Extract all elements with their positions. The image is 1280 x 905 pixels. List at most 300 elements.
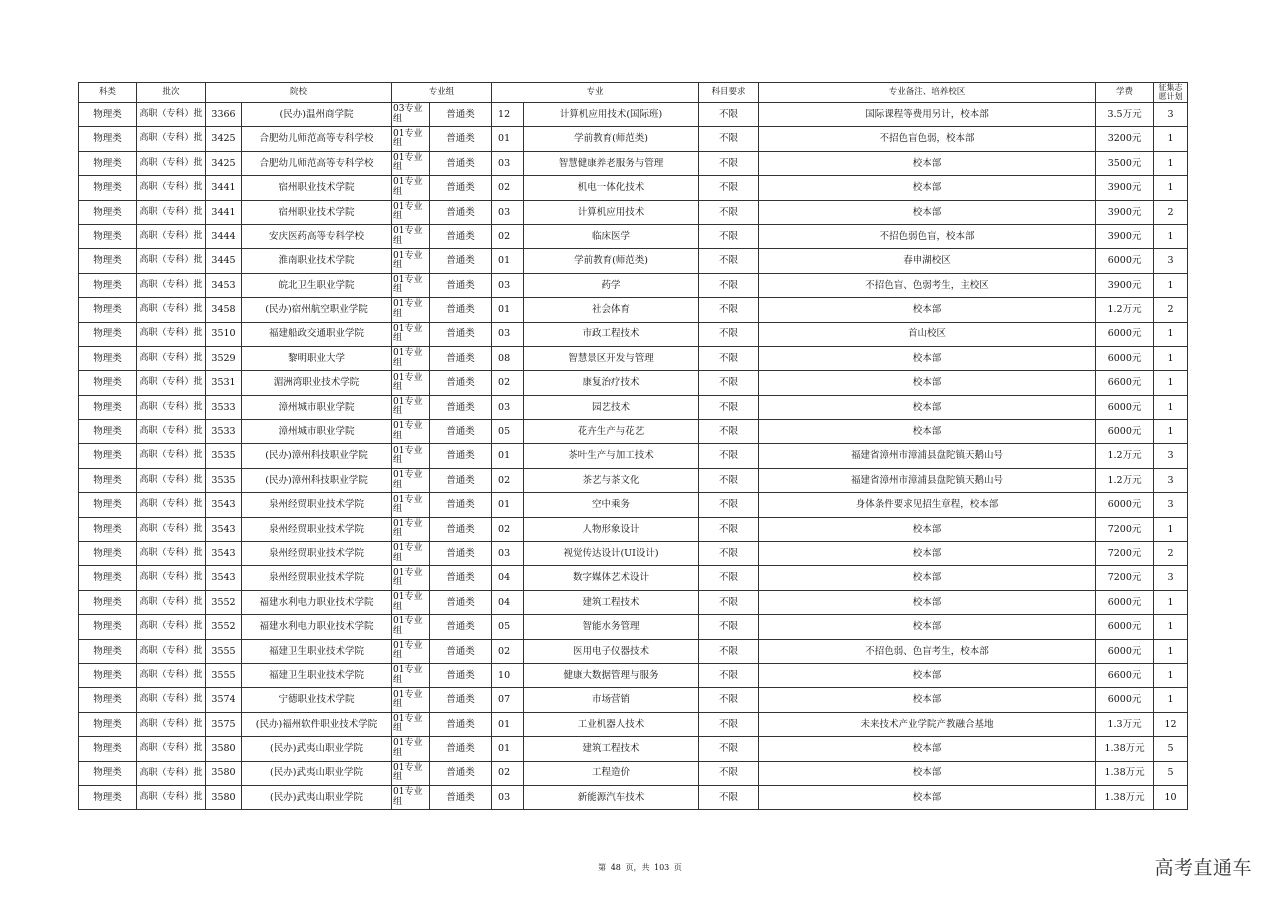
cell-requirement: 不限 xyxy=(699,468,759,492)
cell-major-name: 建筑工程技术 xyxy=(524,737,699,761)
table-row xyxy=(79,712,1188,736)
cell-school-code: 3445 xyxy=(206,249,242,273)
cell-notes: 未来技术产业学院产教融合基地 xyxy=(759,712,1096,736)
cell-school-code: 3543 xyxy=(206,566,242,590)
cell-school-code: 3441 xyxy=(206,200,242,224)
cell-major-code: 02 xyxy=(492,517,524,541)
cell-major-code: 03 xyxy=(492,151,524,175)
cell-batch: 高职（专科）批 xyxy=(137,542,206,566)
cell-requirement: 不限 xyxy=(699,493,759,517)
cell-tuition: 1.2万元 xyxy=(1096,444,1154,468)
cell-group-code: 01专业组 xyxy=(392,176,430,200)
cell-tuition: 1.2万元 xyxy=(1096,298,1154,322)
cell-subject: 物理类 xyxy=(79,346,137,370)
cell-group-code: 01专业组 xyxy=(392,517,430,541)
cell-notes: 校本部 xyxy=(759,615,1096,639)
cell-notes: 校本部 xyxy=(759,542,1096,566)
cell-tuition: 7200元 xyxy=(1096,542,1154,566)
header-requirement: 科目要求 xyxy=(699,83,759,103)
cell-school-code: 3543 xyxy=(206,517,242,541)
cell-school-name: (民办)温州商学院 xyxy=(242,103,392,127)
table-row xyxy=(79,127,1188,151)
header-subject: 科类 xyxy=(79,83,137,103)
cell-requirement: 不限 xyxy=(699,273,759,297)
cell-notes: 校本部 xyxy=(759,688,1096,712)
cell-notes: 校本部 xyxy=(759,590,1096,614)
cell-plan: 1 xyxy=(1154,273,1188,297)
cell-major-name: 健康大数据管理与服务 xyxy=(524,663,699,687)
cell-notes: 福建省漳州市漳浦县盘陀镇天鹅山号 xyxy=(759,444,1096,468)
cell-requirement: 不限 xyxy=(699,712,759,736)
cell-plan: 1 xyxy=(1154,639,1188,663)
cell-notes: 校本部 xyxy=(759,663,1096,687)
cell-batch: 高职（专科）批 xyxy=(137,103,206,127)
cell-major-code: 04 xyxy=(492,566,524,590)
cell-major-code: 03 xyxy=(492,273,524,297)
table-body xyxy=(79,103,1188,810)
cell-major-name: 建筑工程技术 xyxy=(524,590,699,614)
cell-subject: 物理类 xyxy=(79,127,137,151)
cell-plan: 1 xyxy=(1154,615,1188,639)
table-row xyxy=(79,639,1188,663)
cell-group-type: 普通类 xyxy=(430,639,492,663)
cell-subject: 物理类 xyxy=(79,639,137,663)
cell-tuition: 3900元 xyxy=(1096,224,1154,248)
footer-total-pages: 103 xyxy=(654,863,670,872)
cell-major-code: 05 xyxy=(492,420,524,444)
header-plan: 征集志愿计划 xyxy=(1154,83,1188,103)
table-row xyxy=(79,590,1188,614)
header-tuition: 学费 xyxy=(1096,83,1154,103)
cell-major-code: 07 xyxy=(492,688,524,712)
cell-school-name: (民办)漳州科技职业学院 xyxy=(242,444,392,468)
cell-batch: 高职（专科）批 xyxy=(137,371,206,395)
cell-school-code: 3535 xyxy=(206,468,242,492)
cell-subject: 物理类 xyxy=(79,663,137,687)
cell-requirement: 不限 xyxy=(699,639,759,663)
cell-plan: 1 xyxy=(1154,517,1188,541)
cell-group-type: 普通类 xyxy=(430,127,492,151)
footer-prefix: 第 xyxy=(598,863,607,872)
cell-major-code: 12 xyxy=(492,103,524,127)
cell-plan: 10 xyxy=(1154,785,1188,809)
cell-major-name: 智能水务管理 xyxy=(524,615,699,639)
cell-school-code: 3552 xyxy=(206,615,242,639)
cell-requirement: 不限 xyxy=(699,200,759,224)
cell-batch: 高职（专科）批 xyxy=(137,468,206,492)
cell-requirement: 不限 xyxy=(699,590,759,614)
table-row xyxy=(79,761,1188,785)
cell-school-code: 3543 xyxy=(206,542,242,566)
cell-major-code: 03 xyxy=(492,542,524,566)
cell-tuition: 6000元 xyxy=(1096,493,1154,517)
cell-school-name: (民办)漳州科技职业学院 xyxy=(242,468,392,492)
page-footer xyxy=(0,862,1280,873)
cell-major-name: 学前教育(师范类) xyxy=(524,127,699,151)
cell-requirement: 不限 xyxy=(699,517,759,541)
cell-batch: 高职（专科）批 xyxy=(137,420,206,444)
cell-batch: 高职（专科）批 xyxy=(137,566,206,590)
header-school: 院校 xyxy=(206,83,392,103)
cell-batch: 高职（专科）批 xyxy=(137,298,206,322)
cell-major-name: 康复治疗技术 xyxy=(524,371,699,395)
cell-major-code: 02 xyxy=(492,224,524,248)
header-group: 专业组 xyxy=(392,83,492,103)
cell-notes: 校本部 xyxy=(759,151,1096,175)
cell-tuition: 7200元 xyxy=(1096,566,1154,590)
cell-plan: 2 xyxy=(1154,298,1188,322)
cell-notes: 不招色弱色盲，校本部 xyxy=(759,224,1096,248)
cell-notes: 校本部 xyxy=(759,785,1096,809)
cell-group-type: 普通类 xyxy=(430,224,492,248)
cell-batch: 高职（专科）批 xyxy=(137,712,206,736)
cell-tuition: 3200元 xyxy=(1096,127,1154,151)
cell-group-type: 普通类 xyxy=(430,273,492,297)
cell-school-code: 3453 xyxy=(206,273,242,297)
cell-subject: 物理类 xyxy=(79,590,137,614)
cell-group-code: 01专业组 xyxy=(392,761,430,785)
cell-plan: 12 xyxy=(1154,712,1188,736)
cell-school-name: 福建水利电力职业技术学院 xyxy=(242,615,392,639)
cell-school-code: 3425 xyxy=(206,127,242,151)
cell-major-code: 08 xyxy=(492,346,524,370)
cell-group-code: 01专业组 xyxy=(392,346,430,370)
cell-school-code: 3555 xyxy=(206,663,242,687)
table-row xyxy=(79,322,1188,346)
cell-requirement: 不限 xyxy=(699,737,759,761)
cell-group-code: 01专业组 xyxy=(392,688,430,712)
cell-school-name: (民办)武夷山职业学院 xyxy=(242,761,392,785)
cell-school-code: 3533 xyxy=(206,420,242,444)
cell-school-code: 3366 xyxy=(206,103,242,127)
cell-major-name: 药学 xyxy=(524,273,699,297)
cell-subject: 物理类 xyxy=(79,371,137,395)
cell-tuition: 1.38万元 xyxy=(1096,737,1154,761)
cell-subject: 物理类 xyxy=(79,395,137,419)
cell-school-code: 3444 xyxy=(206,224,242,248)
cell-plan: 3 xyxy=(1154,566,1188,590)
cell-requirement: 不限 xyxy=(699,346,759,370)
cell-subject: 物理类 xyxy=(79,566,137,590)
cell-major-name: 茶艺与茶文化 xyxy=(524,468,699,492)
cell-group-type: 普通类 xyxy=(430,761,492,785)
cell-major-name: 医用电子仪器技术 xyxy=(524,639,699,663)
cell-group-type: 普通类 xyxy=(430,103,492,127)
cell-school-name: 泉州经贸职业技术学院 xyxy=(242,493,392,517)
cell-school-code: 3510 xyxy=(206,322,242,346)
cell-tuition: 3900元 xyxy=(1096,200,1154,224)
cell-plan: 1 xyxy=(1154,151,1188,175)
cell-school-code: 3535 xyxy=(206,444,242,468)
cell-subject: 物理类 xyxy=(79,468,137,492)
cell-school-name: 福建船政交通职业学院 xyxy=(242,322,392,346)
cell-major-name: 工程造价 xyxy=(524,761,699,785)
cell-school-name: 漳州城市职业学院 xyxy=(242,395,392,419)
cell-major-code: 01 xyxy=(492,127,524,151)
cell-notes: 不招色弱、色盲考生，校本部 xyxy=(759,639,1096,663)
cell-batch: 高职（专科）批 xyxy=(137,395,206,419)
cell-group-code: 01专业组 xyxy=(392,737,430,761)
cell-notes: 校本部 xyxy=(759,346,1096,370)
cell-group-type: 普通类 xyxy=(430,346,492,370)
cell-major-code: 01 xyxy=(492,298,524,322)
cell-group-code: 01专业组 xyxy=(392,493,430,517)
cell-group-code: 01专业组 xyxy=(392,590,430,614)
cell-tuition: 1.3万元 xyxy=(1096,712,1154,736)
cell-group-code: 01专业组 xyxy=(392,249,430,273)
cell-notes: 校本部 xyxy=(759,420,1096,444)
cell-school-code: 3425 xyxy=(206,151,242,175)
cell-school-code: 3543 xyxy=(206,493,242,517)
cell-school-name: 漳州城市职业学院 xyxy=(242,420,392,444)
cell-subject: 物理类 xyxy=(79,517,137,541)
cell-group-code: 01专业组 xyxy=(392,444,430,468)
cell-subject: 物理类 xyxy=(79,103,137,127)
cell-plan: 1 xyxy=(1154,127,1188,151)
table-row xyxy=(79,517,1188,541)
cell-major-code: 02 xyxy=(492,761,524,785)
cell-requirement: 不限 xyxy=(699,249,759,273)
cell-school-code: 3574 xyxy=(206,688,242,712)
cell-subject: 物理类 xyxy=(79,785,137,809)
cell-school-code: 3575 xyxy=(206,712,242,736)
cell-tuition: 6000元 xyxy=(1096,639,1154,663)
cell-tuition: 6000元 xyxy=(1096,322,1154,346)
cell-school-name: 宿州职业技术学院 xyxy=(242,200,392,224)
cell-school-name: 湄洲湾职业技术学院 xyxy=(242,371,392,395)
cell-batch: 高职（专科）批 xyxy=(137,615,206,639)
cell-tuition: 3900元 xyxy=(1096,176,1154,200)
cell-tuition: 3500元 xyxy=(1096,151,1154,175)
cell-major-name: 新能源汽车技术 xyxy=(524,785,699,809)
cell-plan: 2 xyxy=(1154,200,1188,224)
cell-school-code: 3458 xyxy=(206,298,242,322)
cell-notes: 福建省漳州市漳浦县盘陀镇天鹅山号 xyxy=(759,468,1096,492)
cell-plan: 2 xyxy=(1154,542,1188,566)
cell-batch: 高职（专科）批 xyxy=(137,639,206,663)
cell-group-code: 01专业组 xyxy=(392,127,430,151)
cell-group-type: 普通类 xyxy=(430,200,492,224)
cell-batch: 高职（专科）批 xyxy=(137,590,206,614)
cell-requirement: 不限 xyxy=(699,761,759,785)
cell-major-name: 智慧健康养老服务与管理 xyxy=(524,151,699,175)
cell-batch: 高职（专科）批 xyxy=(137,346,206,370)
cell-major-name: 数字媒体艺术设计 xyxy=(524,566,699,590)
cell-plan: 3 xyxy=(1154,103,1188,127)
cell-school-name: (民办)武夷山职业学院 xyxy=(242,785,392,809)
cell-school-name: 淮南职业技术学院 xyxy=(242,249,392,273)
cell-group-code: 01专业组 xyxy=(392,712,430,736)
cell-major-code: 03 xyxy=(492,200,524,224)
cell-tuition: 3900元 xyxy=(1096,273,1154,297)
cell-requirement: 不限 xyxy=(699,151,759,175)
table-row xyxy=(79,785,1188,809)
cell-major-name: 工业机器人技术 xyxy=(524,712,699,736)
cell-requirement: 不限 xyxy=(699,542,759,566)
cell-plan: 1 xyxy=(1154,322,1188,346)
cell-notes: 春申湖校区 xyxy=(759,249,1096,273)
cell-requirement: 不限 xyxy=(699,566,759,590)
cell-school-code: 3529 xyxy=(206,346,242,370)
cell-major-code: 03 xyxy=(492,322,524,346)
cell-batch: 高职（专科）批 xyxy=(137,322,206,346)
cell-group-code: 01专业组 xyxy=(392,224,430,248)
cell-major-code: 01 xyxy=(492,737,524,761)
cell-requirement: 不限 xyxy=(699,420,759,444)
cell-group-code: 01专业组 xyxy=(392,420,430,444)
cell-major-code: 01 xyxy=(492,444,524,468)
header-notes: 专业备注、培养校区 xyxy=(759,83,1096,103)
cell-major-name: 园艺技术 xyxy=(524,395,699,419)
cell-major-name: 机电一体化技术 xyxy=(524,176,699,200)
cell-plan: 1 xyxy=(1154,420,1188,444)
cell-group-type: 普通类 xyxy=(430,615,492,639)
cell-group-code: 01专业组 xyxy=(392,151,430,175)
cell-notes: 身体条件要求见招生章程，校本部 xyxy=(759,493,1096,517)
cell-plan: 3 xyxy=(1154,468,1188,492)
cell-subject: 物理类 xyxy=(79,420,137,444)
cell-plan: 1 xyxy=(1154,590,1188,614)
cell-major-name: 视觉传达设计(UI设计) xyxy=(524,542,699,566)
cell-subject: 物理类 xyxy=(79,151,137,175)
header-batch: 批次 xyxy=(137,83,206,103)
cell-major-name: 市场营销 xyxy=(524,688,699,712)
cell-major-name: 计算机应用技术(国际班) xyxy=(524,103,699,127)
cell-notes: 校本部 xyxy=(759,371,1096,395)
cell-requirement: 不限 xyxy=(699,395,759,419)
cell-school-name: 黎明职业大学 xyxy=(242,346,392,370)
footer-middle: 页，共 xyxy=(625,863,650,872)
cell-notes: 校本部 xyxy=(759,761,1096,785)
cell-school-name: 皖北卫生职业学院 xyxy=(242,273,392,297)
cell-subject: 物理类 xyxy=(79,444,137,468)
cell-group-type: 普通类 xyxy=(430,322,492,346)
cell-tuition: 6000元 xyxy=(1096,420,1154,444)
footer-suffix: 页 xyxy=(673,863,682,872)
cell-batch: 高职（专科）批 xyxy=(137,688,206,712)
cell-major-code: 02 xyxy=(492,468,524,492)
cell-major-code: 02 xyxy=(492,371,524,395)
cell-notes: 校本部 xyxy=(759,395,1096,419)
cell-major-name: 计算机应用技术 xyxy=(524,200,699,224)
cell-school-name: 合肥幼儿师范高等专科学校 xyxy=(242,127,392,151)
cell-notes: 校本部 xyxy=(759,517,1096,541)
table-row xyxy=(79,493,1188,517)
cell-school-name: (民办)武夷山职业学院 xyxy=(242,737,392,761)
cell-school-name: 宿州职业技术学院 xyxy=(242,176,392,200)
cell-subject: 物理类 xyxy=(79,176,137,200)
cell-requirement: 不限 xyxy=(699,224,759,248)
cell-tuition: 1.38万元 xyxy=(1096,785,1154,809)
cell-plan: 1 xyxy=(1154,371,1188,395)
cell-plan: 1 xyxy=(1154,176,1188,200)
cell-school-name: 福建卫生职业技术学院 xyxy=(242,639,392,663)
cell-group-type: 普通类 xyxy=(430,298,492,322)
cell-tuition: 3.5万元 xyxy=(1096,103,1154,127)
cell-batch: 高职（专科）批 xyxy=(137,785,206,809)
cell-requirement: 不限 xyxy=(699,688,759,712)
cell-tuition: 6000元 xyxy=(1096,249,1154,273)
cell-school-name: 福建卫生职业技术学院 xyxy=(242,663,392,687)
cell-tuition: 6600元 xyxy=(1096,663,1154,687)
cell-plan: 5 xyxy=(1154,761,1188,785)
cell-subject: 物理类 xyxy=(79,542,137,566)
cell-plan: 3 xyxy=(1154,444,1188,468)
cell-group-type: 普通类 xyxy=(430,542,492,566)
cell-tuition: 1.38万元 xyxy=(1096,761,1154,785)
cell-group-type: 普通类 xyxy=(430,737,492,761)
cell-group-type: 普通类 xyxy=(430,444,492,468)
cell-group-code: 01专业组 xyxy=(392,395,430,419)
cell-notes: 校本部 xyxy=(759,176,1096,200)
cell-major-name: 学前教育(师范类) xyxy=(524,249,699,273)
cell-requirement: 不限 xyxy=(699,322,759,346)
cell-batch: 高职（专科）批 xyxy=(137,737,206,761)
cell-school-name: 泉州经贸职业技术学院 xyxy=(242,542,392,566)
cell-group-code: 01专业组 xyxy=(392,371,430,395)
cell-batch: 高职（专科）批 xyxy=(137,273,206,297)
cell-group-type: 普通类 xyxy=(430,785,492,809)
cell-subject: 物理类 xyxy=(79,298,137,322)
cell-major-code: 02 xyxy=(492,639,524,663)
table-row xyxy=(79,737,1188,761)
cell-school-code: 3580 xyxy=(206,785,242,809)
cell-school-name: 福建水利电力职业技术学院 xyxy=(242,590,392,614)
cell-group-type: 普通类 xyxy=(430,493,492,517)
table-row xyxy=(79,688,1188,712)
cell-group-type: 普通类 xyxy=(430,249,492,273)
cell-batch: 高职（专科）批 xyxy=(137,176,206,200)
cell-major-code: 02 xyxy=(492,176,524,200)
cell-batch: 高职（专科）批 xyxy=(137,493,206,517)
cell-tuition: 7200元 xyxy=(1096,517,1154,541)
table-row xyxy=(79,200,1188,224)
cell-group-type: 普通类 xyxy=(430,566,492,590)
table-row xyxy=(79,371,1188,395)
cell-plan: 1 xyxy=(1154,224,1188,248)
footer-page-number: 48 xyxy=(610,863,621,872)
cell-group-code: 01专业组 xyxy=(392,273,430,297)
cell-notes: 校本部 xyxy=(759,200,1096,224)
cell-school-name: (民办)宿州航空职业学院 xyxy=(242,298,392,322)
cell-notes: 不招色盲色弱，校本部 xyxy=(759,127,1096,151)
cell-requirement: 不限 xyxy=(699,663,759,687)
cell-requirement: 不限 xyxy=(699,785,759,809)
cell-notes: 校本部 xyxy=(759,566,1096,590)
cell-requirement: 不限 xyxy=(699,298,759,322)
cell-group-type: 普通类 xyxy=(430,371,492,395)
table-row xyxy=(79,151,1188,175)
cell-plan: 5 xyxy=(1154,737,1188,761)
cell-group-type: 普通类 xyxy=(430,468,492,492)
cell-major-name: 人物形象设计 xyxy=(524,517,699,541)
cell-subject: 物理类 xyxy=(79,249,137,273)
cell-group-code: 01专业组 xyxy=(392,785,430,809)
table-row xyxy=(79,444,1188,468)
cell-school-code: 3531 xyxy=(206,371,242,395)
header-major: 专业 xyxy=(492,83,699,103)
cell-school-code: 3441 xyxy=(206,176,242,200)
cell-tuition: 6000元 xyxy=(1096,590,1154,614)
table-row xyxy=(79,468,1188,492)
cell-plan: 1 xyxy=(1154,688,1188,712)
cell-major-name: 空中乘务 xyxy=(524,493,699,517)
cell-batch: 高职（专科）批 xyxy=(137,761,206,785)
cell-group-type: 普通类 xyxy=(430,663,492,687)
cell-school-code: 3580 xyxy=(206,761,242,785)
cell-group-code: 01专业组 xyxy=(392,322,430,346)
cell-group-type: 普通类 xyxy=(430,517,492,541)
